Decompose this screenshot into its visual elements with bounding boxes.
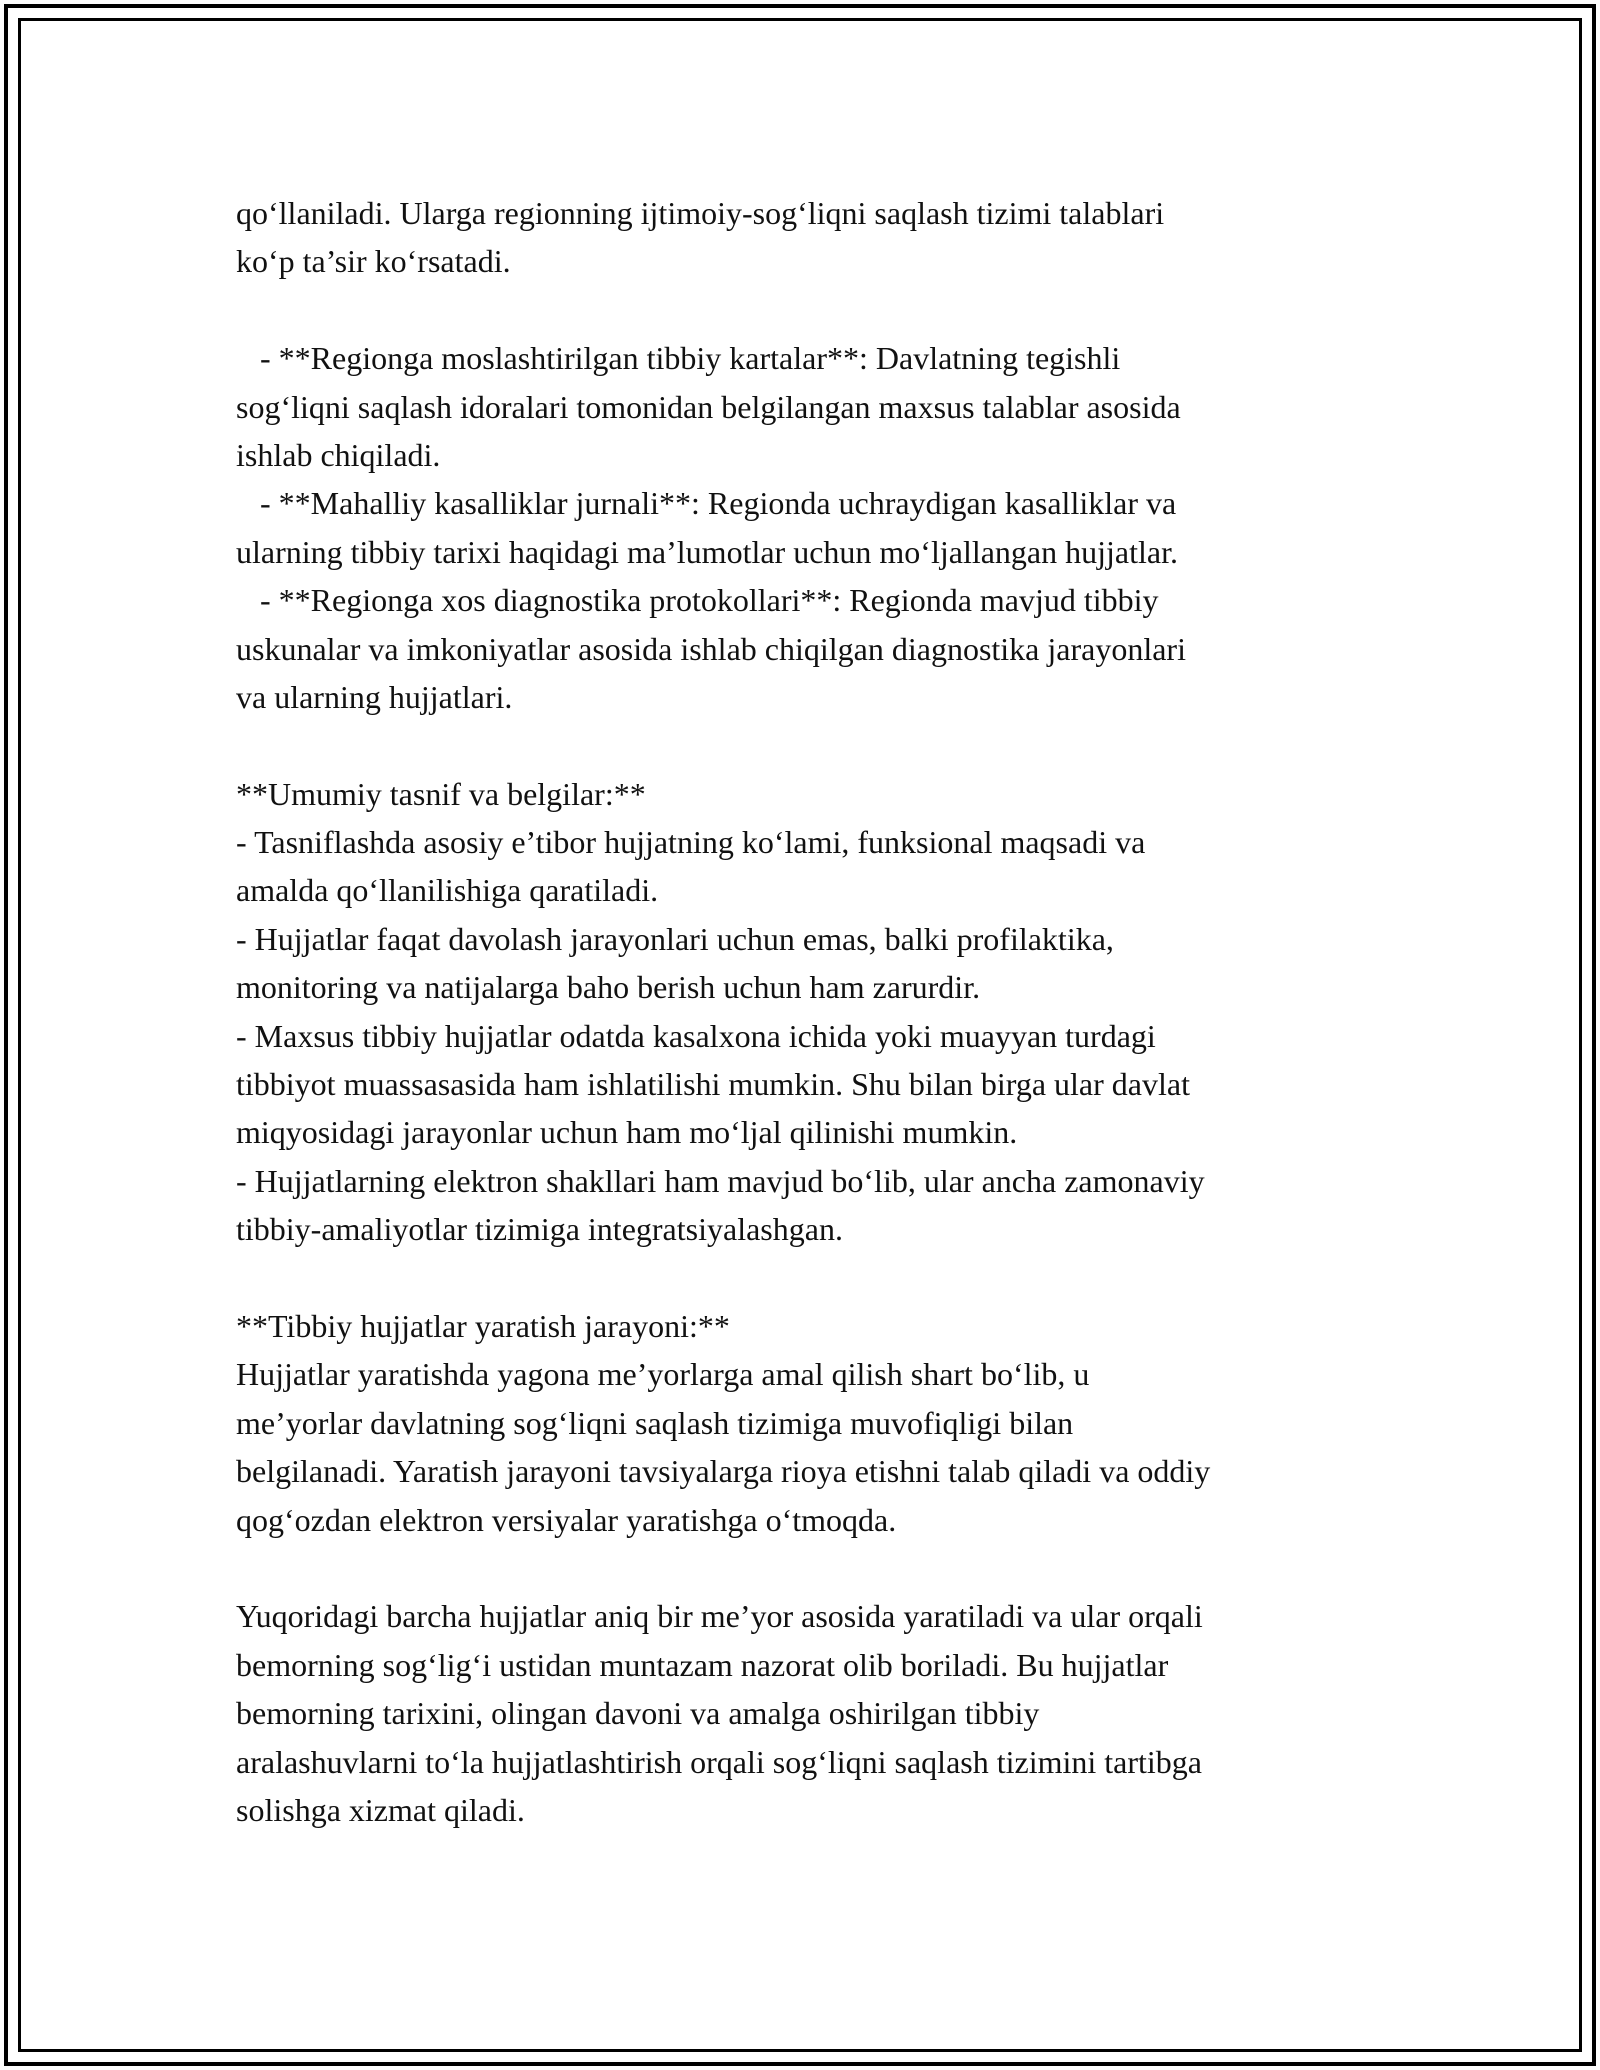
text-line: ularning tibbiy tarixi haqidagi ma’lumotlar uchun mo‘ljallangan hujjatlar. [236,533,1178,570]
text-line: - **Mahalliy kasalliklar jurnali**: Regionda uchraydigan kasalliklar va [236,485,1177,522]
blank-line [236,286,1396,334]
text-line: tibbiy-amaliyotlar tizimiga integratsiyalashgan. [236,1211,843,1248]
text-line: me’yorlar davlatning sog‘liqni saqlash tizimiga muvofiqligi bilan [236,1404,1074,1441]
text-line: - **Regionga moslashtirilgan tibbiy kartalar**: Davlatning tegishli [236,340,1121,377]
text-line: belgilanadi. Yaratish jarayoni tavsiyalarga rioya etishni talab qiladi va oddiy [236,1453,1211,1490]
text-line: amalda qo‘llanilishiga qaratiladi. [236,872,659,909]
text-line: - **Regionga xos diagnostika protokollari**: Regionda mavjud tibbiy [236,582,1159,619]
text-line: - Tasniflashda asosiy e’tibor hujjatning ko‘lami, funksional maqsadi va [236,824,1146,861]
blank-line [236,721,1396,769]
text-line: bemorning sog‘lig‘i ustidan muntazam nazorat olib boriladi. Bu hujjatlar [236,1646,1169,1683]
blank-line [236,1254,1396,1302]
text-line: uskunalar va imkoniyatlar asosida ishlab chiqilgan diagnostika jarayonlari [236,630,1186,667]
text-line: monitoring va natijalarga baho berish uchun ham zarurdir. [236,969,981,1006]
text-line: aralashuvlarni to‘la hujjatlashtirish orqali sog‘liqni saqlash tizimini tartibga [236,1743,1202,1780]
text-line: - Maxsus tibbiy hujjatlar odatda kasalxona ichida yoki muayyan turdagi [236,1017,1156,1054]
text-line: qo‘llaniladi. Ularga regionning ijtimoiy-sog‘liqni saqlash tizimi talablari [236,195,1165,231]
text-line: sog‘liqni saqlash idoralari tomonidan belgilangan maxsus talablar asosida [236,388,1181,425]
text-line: Yuqoridagi barcha hujjatlar aniq bir me’yor asosida yaratiladi va ular orqali [236,1598,1203,1635]
text-line: - Hujjatlar faqat davolash jarayonlari uchun emas, balki profilaktika, [236,920,1114,957]
text-line: va ularning hujjatlari. [236,678,513,715]
text-line: tibbiyot muassasasida ham ishlatilishi mumkin. Shu bilan birga ular davlat [236,1066,1190,1103]
text-line: Hujjatlar yaratishda yagona me’yorlarga amal qilish shart bo‘lib, u [236,1356,1090,1393]
text-line: ko‘p ta’sir ko‘rsatadi. [236,243,511,280]
text-line: miqyosidagi jarayonlar uchun ham mo‘ljal qilinishi mumkin. [236,1114,1018,1151]
text-line: qog‘ozdan elektron versiyalar yaratishga o‘tmoqda. [236,1501,897,1538]
text-line: bemorning tarixini, olingan davoni va amalga oshirilgan tibbiy [236,1695,1040,1732]
text-line: ishlab chiqiladi. [236,436,441,473]
document-body [236,189,1396,1834]
text-line: solishga xizmat qiladi. [236,1791,525,1828]
text-line: - Hujjatlarning elektron shakllari ham mavjud bo‘lib, ular ancha zamonaviy [236,1162,1205,1199]
blank-line [236,1544,1396,1592]
text-line: **Tibbiy hujjatlar yaratish jarayoni:** [236,1307,730,1344]
text-line: **Umumiy tasnif va belgilar:** [236,775,646,812]
